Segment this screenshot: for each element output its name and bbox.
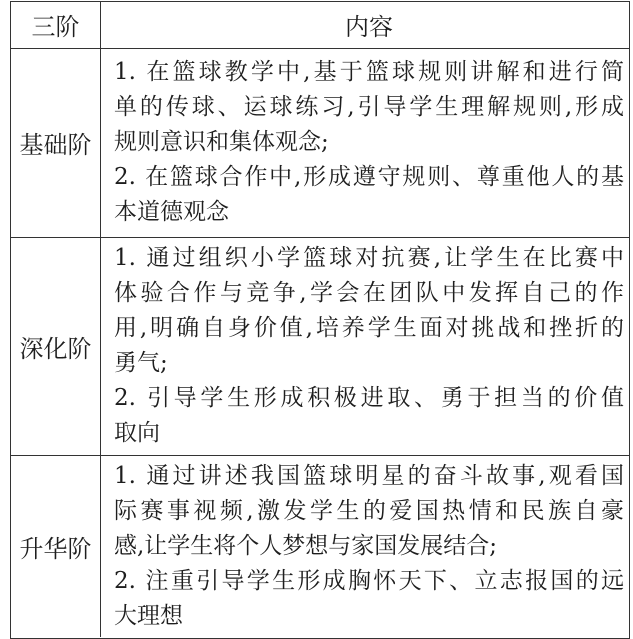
header-content: 内容 (345, 13, 393, 42)
content-item (114, 241, 624, 381)
stage-content (101, 49, 629, 237)
content-line: 1. 通过讲述我国篮球明星的奋斗故事,观看国 (114, 462, 624, 489)
stage-content (101, 456, 629, 637)
table-row (11, 48, 629, 237)
content-item (114, 160, 624, 230)
content-line: 单的传球、运球练习,引导学生理解规则,形成 (114, 94, 624, 120)
content-line: 大理想 (114, 602, 183, 629)
content-line: 2. 在篮球合作中,形成遵守规则、尊重他人的基 (114, 164, 624, 190)
content-line: 规则意识和集体观念; (114, 129, 329, 155)
content-line: 勇气; (114, 350, 168, 376)
content-line: 1. 在篮球教学中,基于篮球规则讲解和进行简 (114, 59, 624, 85)
content-line: 体验合作与竞争,学会在团队中发挥自己的作 (114, 280, 624, 306)
content-table (10, 1, 630, 639)
content-item (114, 459, 624, 564)
content-item (114, 564, 624, 634)
stage-label: 深化阶 (11, 238, 101, 455)
content-line: 1. 通过组织小学篮球对抗赛,让学生在比赛中 (114, 245, 624, 271)
content-item (114, 55, 624, 160)
content-item (114, 381, 624, 451)
table-row (11, 237, 629, 455)
header-row (11, 2, 629, 48)
content-line: 际赛事视频,激发学生的爱国热情和民族自豪 (114, 497, 624, 524)
stage-content (101, 238, 629, 455)
content-line: 本道德观念 (114, 199, 229, 225)
content-line: 用,明确自身价值,培养学生面对挑战和挫折的 (114, 315, 624, 341)
content-line: 2. 引导学生形成积极进取、勇于担当的价值 (114, 385, 624, 411)
table-row (11, 455, 629, 637)
stage-label: 基础阶 (11, 49, 101, 237)
stage-label: 升华阶 (11, 456, 101, 637)
header-stage: 三阶 (11, 2, 101, 48)
content-line: 取向 (114, 420, 160, 446)
content-line: 2. 注重引导学生形成胸怀天下、立志报国的远 (114, 567, 624, 594)
content-line: 感,让学生将个人梦想与家国发展结合; (114, 532, 498, 559)
